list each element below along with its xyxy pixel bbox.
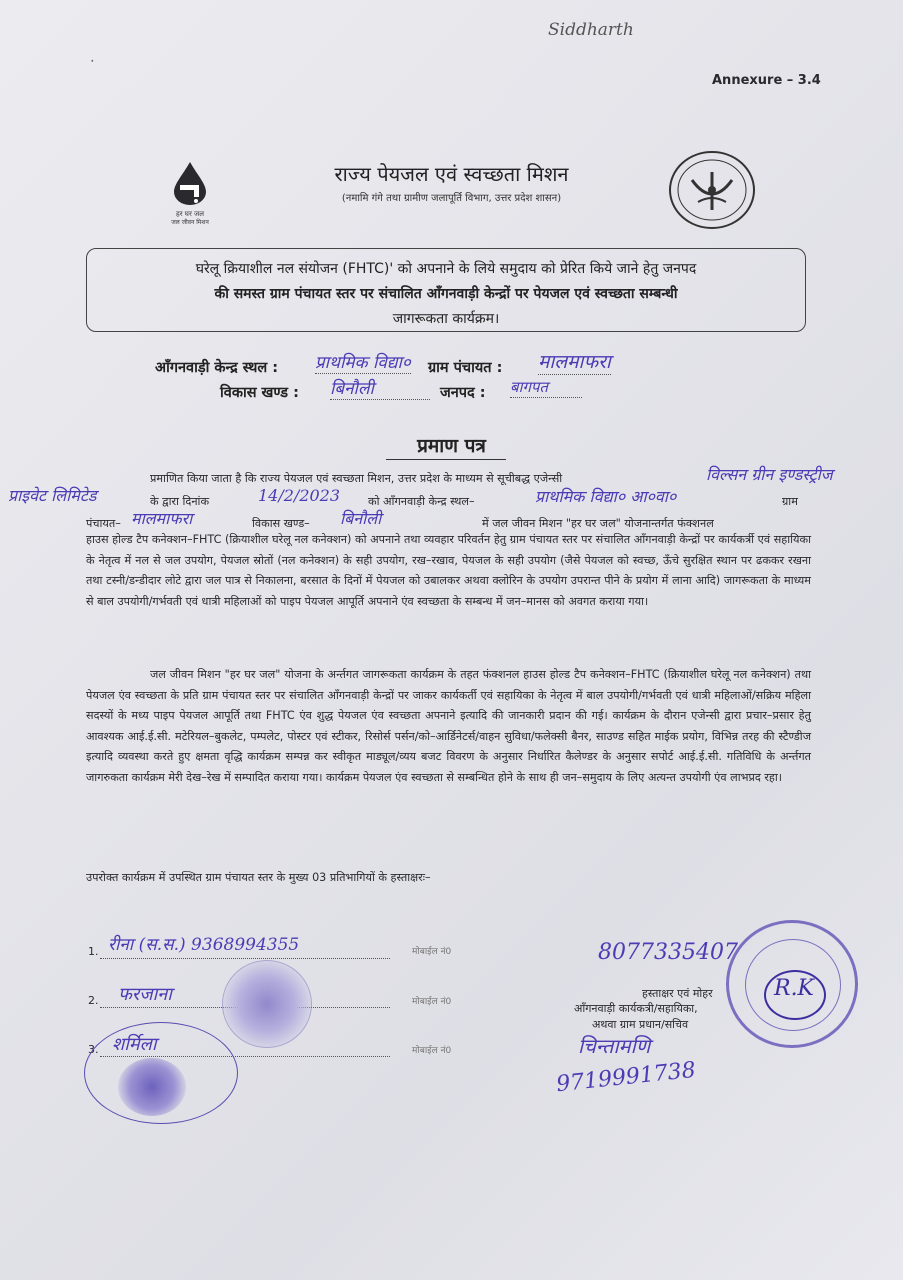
banner-line-1: घरेलू क्रियाशील नल संयोजन (FHTC)' को अपनाने के लिये समुदाय को प्रेरित किये जाने हेतु जनपद: [195, 261, 697, 277]
cert-p1-line1: प्रमाणित किया जाता है कि राज्य पेयजल एवं स्वच्छता मिशन, उत्तर प्रदेश के माध्यम से सूचीबद्ध एजेन्सी: [150, 472, 563, 485]
gram-panchayat-label: ग्राम पंचायत :: [428, 360, 503, 376]
vikas-khand-value: बिनौली: [330, 376, 430, 400]
cert-p1-jjm: में जल जीवन मिशन "हर घर जल" योजनान्तर्गत फंक्शनल: [482, 517, 714, 530]
heading-underline: [386, 459, 506, 460]
sig-title-line-3: अथवा ग्राम प्रधान/सचिव: [592, 1018, 689, 1031]
participant-1-signature: रीना (स.स.) 9368994355: [108, 935, 300, 955]
hw-name: चिन्तामणि: [578, 1034, 651, 1058]
cert-paragraph-2: जल जीवन मिशन "हर घर जल" योजना के अर्न्तगत जागरूकता कार्यक्रम के तहत फंक्शनल हाउस होल्ड टैप कनेक्शन–FHTC (क्रियाशील घरेलू नल कनेक्शन) तथा पेयजल एंव स्वच्छता के प्रति ग्राम पंचायत स्तर पर संचालित आँगनवाड़ी केन्द्रों पर जाकर कार्यकर्ती एवं सहायिका के नेतृत्व में बाल उपयोगी/गर्भवती एवं धात्री महिलाओं/सक्रिय महिला सदस्यों के मध्य पाइप पेयजल आपूर्ति तथा FHTC एंव शुद्ध पेयजल एंव स्वच्छता अपनाने इत्यादि की जानकारी प्रदान की गई। कार्यक्रम के दौरान एजेन्सी द्वारा प्रचार–प्रसार हेतु आवश्यक आई.ई.सी. मटेरियल–बुकलेट, पम्पलेट, पोस्टर एवं स्टीकर, रिसोर्स पर्सन/को–आर्डिनेटर्स/वाहन सुविधा/फलेक्सी बैनर, साउण्ड सहित माईक प्रयोग, विभिन्न तरह की स्टैण्डीज इत्यादि व्यवस्था करते हुए क्षमता वृद्धि कार्यक्रम सम्पन्न कर स्वीकृत माड्यूल/व्यय बजट विवरण के अनुसार निर्धारित कैलेण्डर के अनुसार सपोर्ट आई.ई.सी. गतिविधि के अर्न्तगत जागरुकता कार्यक्रम मेरी देख–रेख में सम्पादित कराया गया। कार्यक्रम पेयजल एंव स्वच्छता से सम्बन्धित होने के साथ ही जन–समुदाय के लिए अत्यन्त उपयोगी एंव लाभप्रद रहा।: [86, 668, 811, 784]
hw-date: 14/2/2023: [258, 486, 341, 505]
cert-p1-date-label: के द्वारा दिनांक: [150, 495, 210, 508]
gram-panchayat-value: मालमाफरा: [538, 348, 611, 375]
hw-agency-name: विल्सन ग्रीन इण्डस्ट्रीज: [706, 465, 833, 484]
participant-1-line: [100, 958, 390, 959]
hw-phone-bottom: 9719991738: [555, 1057, 697, 1098]
thumbprint-2-icon: [222, 960, 312, 1048]
thumbprint-3-icon: [118, 1058, 186, 1116]
hw-agency-suffix: प्राइवेट लिमिटेड: [8, 486, 97, 505]
banner-line-3: जागरूकता कार्यक्रम।: [392, 311, 500, 327]
header-subtitle: (नमामि गंगे तथा ग्रामीण जलापूर्ति विभाग, उत्तर प्रदेश शासन): [341, 193, 562, 204]
janpad-value: बागपत: [510, 377, 582, 398]
certificate-heading: प्रमाण पत्र: [417, 435, 486, 457]
margin-mark: ·: [87, 51, 98, 71]
participant-2-number: 2.: [88, 994, 99, 1007]
banner-line-2: की समस्त ग्राम पंचायत स्तर पर संचालित आँगनवाड़ी केन्द्रों पर पेयजल एवं स्वच्छता सम्बन्धी: [214, 286, 678, 302]
hw-phone-top: 8077335407: [598, 940, 738, 965]
cert-p1-panchayat-label: पंचायत–: [86, 517, 121, 530]
sig-title-line-2: आँगनवाड़ी कार्यकत्री/सहायिका,: [574, 1002, 698, 1015]
cert-paragraph-1: हाउस होल्ड टैप कनेक्शन–FHTC (क्रियाशील घरेलू नल कनेक्शन) को अपनाने तथा व्यवहार परिवर्तन हेतु ग्राम पंचायत स्तर पर संचालित आँगनवाड़ी केन्द्रों पर कार्यकर्त्री एवं सहायिका के नेतृत्व में नल से जल उपयोग, पेयजल स्रोतों (नल कनेक्शन) के सही उपयोग, रख–रखाव, पेयजल के सही उपयोग (जैसे पेयजल को स्वच्छ, ऊँचे सुरक्षित स्थान पर ढककर रखना तथा टस्नी/डन्डीदार लोटे द्वारा जल पात्र से निकालना, बरसात के दिनों में पेयजल को उबालकर अथवा क्लोरिन के उपयोग उपरान्त पीने के प्रयोग में लाना आदि) जागरूकता के माध्यम से बाल उपयोगी/गर्भवती एवं धात्री महिलाओं को पाइप पेयजल आपूर्ति अपनाने एंव स्वच्छता के सम्बन्ध में जन–मानस को अवगत कराया गया।: [86, 533, 811, 608]
vikas-khand-label: विकास खण्ड :: [220, 385, 299, 401]
participant-3-mobile-label: मोबाईल नं0: [412, 1046, 452, 1056]
janpad-label: जनपद :: [440, 385, 486, 401]
annexure-label: Annexure – 3.4: [712, 73, 821, 88]
logo-caption-2: जल जीवन मिशन: [171, 219, 209, 226]
hw-panchayat: मालमाफरा: [131, 509, 193, 528]
header-title: राज्य पेयजल एवं स्वच्छता मिशन: [334, 162, 569, 186]
cert-p1-block-label: विकास खण्ड–: [252, 517, 310, 530]
cert-p1-gram-label: ग्राम: [782, 495, 798, 508]
hw-place: प्राथमिक विद्या० आ०वा०: [535, 487, 677, 506]
participant-2-signature: फरजाना: [118, 984, 172, 1005]
anganwadi-label: आँगनवाड़ी केन्द्र स्थल :: [155, 360, 279, 376]
sig-title-line-1: हस्ताक्षर एवं मोहर: [642, 987, 713, 1000]
hw-initials: R.K: [774, 976, 814, 1001]
cert-p1-place-label: को आँगनवाड़ी केन्द्र स्थल–: [368, 495, 475, 508]
cert-paragraph-3: उपरोक्त कार्यक्रम में उपस्थित ग्राम पंचायत स्तर के मुख्य 03 प्रतिभागियों के हस्ताक्षरः–: [86, 871, 431, 884]
hw-block: बिनौली: [340, 509, 382, 528]
program-banner: [86, 248, 806, 332]
anganwadi-value: प्राथमिक विद्या०: [315, 350, 411, 374]
participant-2-mobile-label: मोबाईल नं0: [412, 997, 452, 1007]
top-handwritten-note: Siddharth: [548, 20, 634, 40]
emblem-icon: [668, 150, 756, 230]
up-government-emblem: [668, 150, 756, 230]
participant-3-signature: शर्मिला: [112, 1034, 157, 1055]
participant-3-number: 3.: [88, 1043, 99, 1056]
participant-1-mobile-label: मोबाईल नं0: [412, 947, 452, 957]
logo-caption-1: हर घर जल: [176, 210, 204, 218]
participant-1-number: 1.: [88, 945, 99, 958]
